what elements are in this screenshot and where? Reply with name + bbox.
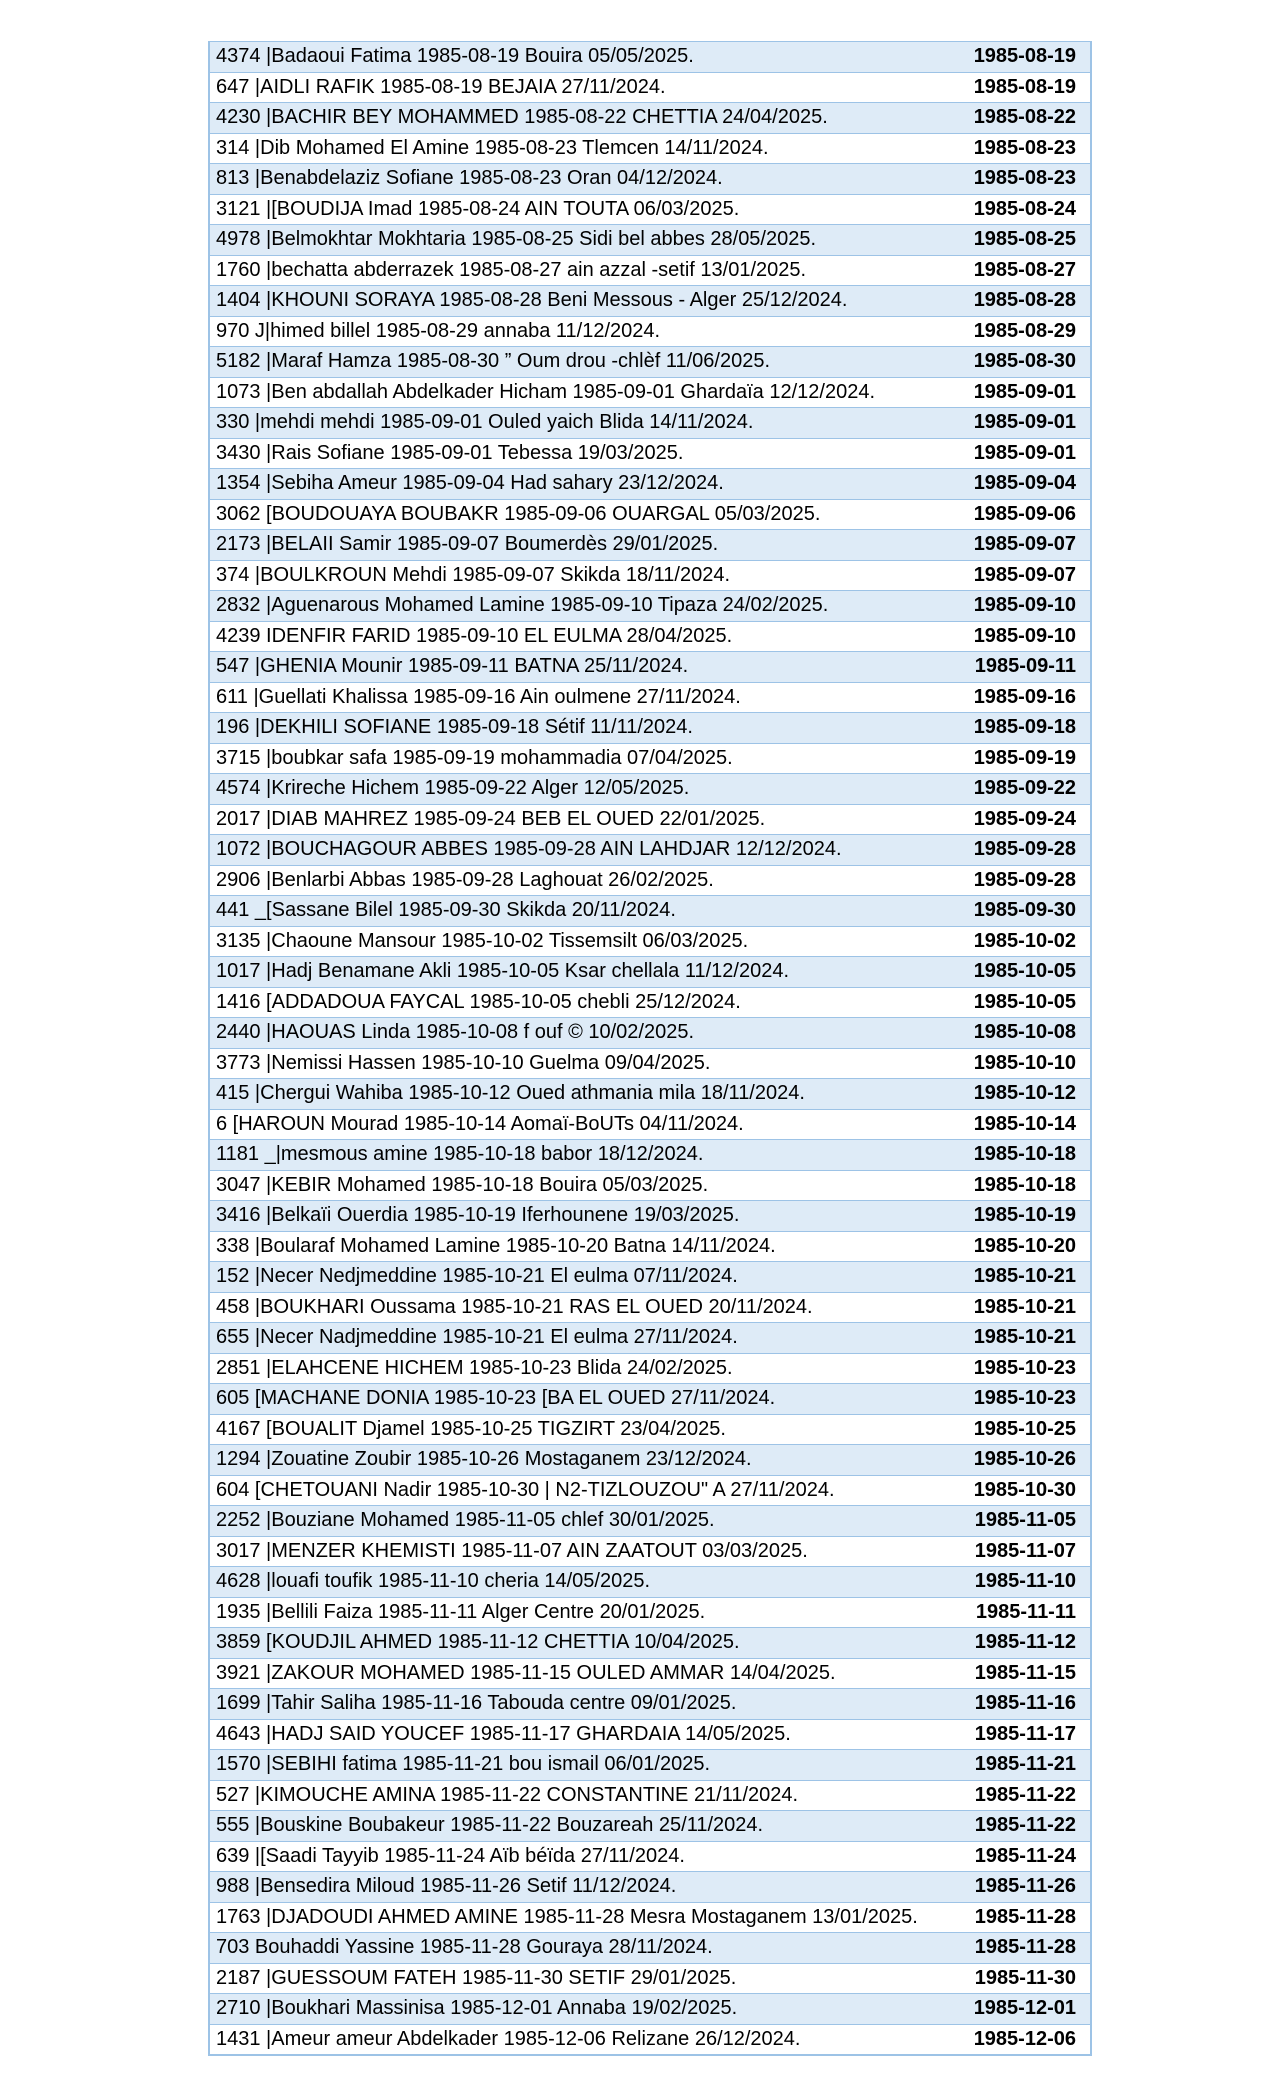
record-date: 1985-10-30 [973,1478,1076,1501]
table-row [210,773,1090,804]
record-entry: 2832 |Aguenarous Mohamed Lamine 1985-09-10 Tipaza 24/02/2025. [216,594,829,616]
record-entry: 1570 |SEBIHI fatima 1985-11-21 bou ismail 06/01/2025. [216,1753,711,1775]
record-entry: 3047 |KEBIR Mohamed 1985-10-18 Bouira 05/03/2025. [216,1173,709,1196]
record-date: 1985-10-21 [973,1326,1076,1348]
record-entry: 1763 |DJADOUDI AHMED AMINE 1985-11-28 Mesra Mostaganem 13/01/2025. [216,1905,918,1928]
record-entry: 152 |Necer Nedjmeddine 1985-10-21 El eulma 07/11/2024. [216,1265,738,1287]
table-row [210,41,1090,72]
record-entry: 1404 |KHOUNI SORAYA 1985-08-28 Beni Messous - Alger 25/12/2024. [216,289,848,311]
record-entry: 2906 |Benlarbi Abbas 1985-09-28 Laghouat 26/02/2025. [216,868,714,891]
record-date: 1985-11-26 [974,1875,1076,1897]
record-entry: 2187 |GUESSOUM FATEH 1985-11-30 SETIF 29/01/2025. [216,1966,737,1989]
records-table [208,41,1092,2056]
table-row [210,1139,1090,1170]
record-entry: 3416 |Belkaïi Ouerdia 1985-10-19 Iferhounene 19/03/2025. [216,1204,740,1226]
table-row [210,438,1090,469]
record-entry: 655 |Necer Nadjmeddine 1985-10-21 El eulma 27/11/2024. [216,1326,738,1348]
record-entry: 813 |Benabdelaziz Sofiane 1985-08-23 Oran 04/12/2024. [216,167,723,189]
table-row [210,346,1090,377]
record-date: 1985-09-04 [973,472,1076,494]
record-entry: 703 Bouhaddi Yassine 1985-11-28 Gouraya 28/11/2024. [216,1936,713,1958]
record-date: 1985-11-28 [974,1936,1076,1958]
table-row [210,1810,1090,1841]
record-date: 1985-09-30 [973,899,1076,921]
table-row [210,2024,1090,2055]
table-row [210,1688,1090,1719]
table-row [210,1505,1090,1536]
record-entry: 2017 |DIAB MAHREZ 1985-09-24 BEB EL OUED 22/01/2025. [216,807,766,830]
record-date: 1985-10-02 [973,929,1076,952]
record-date: 1985-08-25 [973,228,1076,250]
record-entry: 970 J|himed billel 1985-08-29 annaba 11/12/2024. [216,319,661,342]
table-row [210,468,1090,499]
record-entry: 547 |GHENIA Mounir 1985-09-11 BATNA 25/11/2024. [216,655,689,677]
record-date: 1985-11-10 [974,1570,1076,1592]
record-entry: 2710 |Boukhari Massinisa 1985-12-01 Annaba 19/02/2025. [216,1997,738,2019]
record-date: 1985-08-19 [973,45,1076,67]
record-date: 1985-10-05 [973,960,1076,982]
record-date: 1985-08-30 [973,350,1076,372]
table-row [210,1780,1090,1811]
record-date: 1985-12-01 [973,1997,1076,2019]
record-entry: 338 |Boularaf Mohamed Lamine 1985-10-20 Batna 14/11/2024. [216,1234,776,1257]
record-entry: 415 |Chergui Wahiba 1985-10-12 Oued athmania mila 18/11/2024. [216,1082,805,1104]
record-date: 1985-10-12 [973,1082,1076,1104]
record-entry: 3859 [KOUDJIL AHMED 1985-11-12 CHETTIA 10/04/2025. [216,1631,740,1653]
record-date: 1985-11-22 [974,1814,1076,1836]
table-row [210,1749,1090,1780]
table-row [210,621,1090,652]
record-entry: 1181 _|mesmous amine 1985-10-18 babor 18/12/2024. [216,1143,704,1165]
record-entry: 4978 |Belmokhtar Mokhtaria 1985-08-25 Sidi bel abbes 28/05/2025. [216,228,817,250]
table-row [210,1932,1090,1963]
table-row [210,1109,1090,1140]
table-row [210,712,1090,743]
table-row [210,1627,1090,1658]
table-row [210,1841,1090,1872]
record-date: 1985-10-21 [973,1295,1076,1318]
record-entry: 4643 |HADJ SAID YOUCEF 1985-11-17 GHARDAIA 14/05/2025. [216,1722,791,1745]
table-row [210,529,1090,560]
record-date: 1985-08-24 [973,197,1076,220]
record-entry: 3921 |ZAKOUR MOHAMED 1985-11-15 OULED AMMAR 14/04/2025. [216,1661,836,1684]
record-date: 1985-11-16 [974,1692,1076,1714]
record-entry: 647 |AIDLI RAFIK 1985-08-19 BEJAIA 27/11/2024. [216,75,666,98]
table-row [210,194,1090,225]
record-entry: 1073 |Ben abdallah Abdelkader Hicham 1985-09-01 Ghardaïa 12/12/2024. [216,380,876,403]
table-row [210,1353,1090,1384]
record-date: 1985-11-11 [975,1600,1076,1623]
record-entry: 1072 |BOUCHAGOUR ABBES 1985-09-28 AIN LAHDJAR 12/12/2024. [216,838,842,860]
record-date: 1985-11-07 [974,1539,1076,1562]
record-date: 1985-10-23 [973,1356,1076,1379]
record-entry: 527 |KIMOUCHE AMINA 1985-11-22 CONSTANTINE 21/11/2024. [216,1783,799,1806]
record-date: 1985-11-05 [974,1509,1076,1531]
table-row [210,1078,1090,1109]
record-entry: 3135 |Chaoune Mansour 1985-10-02 Tissemsilt 06/03/2025. [216,929,749,952]
record-date: 1985-08-22 [973,106,1076,128]
record-date: 1985-08-29 [973,319,1076,342]
table-row [210,285,1090,316]
table-row [210,1871,1090,1902]
table-row [210,163,1090,194]
record-date: 1985-11-22 [974,1783,1076,1806]
record-entry: 555 |Bouskine Boubakeur 1985-11-22 Bouzareah 25/11/2024. [216,1814,764,1836]
record-date: 1985-11-28 [974,1905,1076,1928]
record-entry: 1431 |Ameur ameur Abdelkader 1985-12-06 Relizane 26/12/2024. [216,2027,801,2050]
table-row [210,1658,1090,1689]
table-row [210,834,1090,865]
table-row [210,1383,1090,1414]
record-date: 1985-12-06 [973,2027,1076,2050]
record-date: 1985-10-05 [973,990,1076,1013]
record-entry: 4239 IDENFIR FARID 1985-09-10 EL EULMA 28/04/2025. [216,624,733,647]
record-entry: 3430 |Rais Sofiane 1985-09-01 Tebessa 19/03/2025. [216,441,684,464]
table-row [210,133,1090,164]
table-row [210,1322,1090,1353]
table-row [210,1261,1090,1292]
record-date: 1985-11-21 [974,1753,1076,1775]
table-row [210,743,1090,774]
record-date: 1985-10-14 [973,1112,1076,1135]
record-entry: 1699 |Tahir Saliha 1985-11-16 Tabouda centre 09/01/2025. [216,1692,737,1714]
record-entry: 1017 |Hadj Benamane Akli 1985-10-05 Ksar chellala 11/12/2024. [216,960,789,982]
record-date: 1985-10-19 [973,1204,1076,1226]
table-row [210,1993,1090,2024]
record-entry: 2851 |ELAHCENE HICHEM 1985-10-23 Blida 24/02/2025. [216,1356,733,1379]
record-date: 1985-10-23 [973,1387,1076,1409]
record-date: 1985-09-01 [973,411,1076,433]
record-date: 1985-10-25 [973,1417,1076,1440]
record-date: 1985-11-15 [974,1661,1076,1684]
record-entry: 4628 |louafi toufik 1985-11-10 cheria 14/05/2025. [216,1570,651,1592]
table-row [210,377,1090,408]
record-entry: 3121 |[BOUDIJA Imad 1985-08-24 AIN TOUTA 06/03/2025. [216,197,740,220]
table-row [210,1170,1090,1201]
table-row [210,651,1090,682]
table-row [210,316,1090,347]
record-date: 1985-09-24 [973,807,1076,830]
table-row [210,1231,1090,1262]
record-entry: 604 [CHETOUANI Nadir 1985-10-30 | N2-TIZLOUZOU" A 27/11/2024. [216,1478,835,1501]
record-entry: 1354 |Sebiha Ameur 1985-09-04 Had sahary 23/12/2024. [216,472,724,494]
record-entry: 4230 |BACHIR BEY MOHAMMED 1985-08-22 CHETTIA 24/04/2025. [216,106,828,128]
record-entry: 1760 |bechatta abderrazek 1985-08-27 ain azzal -setif 13/01/2025. [216,258,807,281]
record-date: 1985-09-01 [973,441,1076,464]
table-row [210,499,1090,530]
table-row [210,1475,1090,1506]
record-date: 1985-09-28 [973,868,1076,891]
table-row [210,1292,1090,1323]
record-date: 1985-10-18 [973,1173,1076,1196]
table-row [210,1444,1090,1475]
record-entry: 2440 |HAOUAS Linda 1985-10-08 f ouf © 10/02/2025. [216,1021,695,1043]
record-entry: 441 _[Sassane Bilel 1985-09-30 Skikda 20/11/2024. [216,899,676,921]
record-entry: 374 |BOULKROUN Mehdi 1985-09-07 Skikda 18/11/2024. [216,563,731,586]
record-entry: 988 |Bensedira Miloud 1985-11-26 Setif 11/12/2024. [216,1875,677,1897]
record-date: 1985-10-18 [973,1143,1076,1165]
table-row [210,1719,1090,1750]
table-row [210,804,1090,835]
record-date: 1985-11-12 [974,1631,1076,1653]
table-row [210,1566,1090,1597]
record-date: 1985-08-23 [973,167,1076,189]
table-row [210,1536,1090,1567]
table-row [210,1048,1090,1079]
table-row [210,1902,1090,1933]
record-date: 1985-11-30 [974,1966,1076,1989]
record-entry: 3715 |boubkar safa 1985-09-19 mohammadia 07/04/2025. [216,746,733,769]
record-date: 1985-09-16 [973,685,1076,708]
record-entry: 3773 |Nemissi Hassen 1985-10-10 Guelma 09/04/2025. [216,1051,711,1074]
table-row [210,102,1090,133]
record-date: 1985-11-17 [974,1722,1076,1745]
record-entry: 458 |BOUKHARI Oussama 1985-10-21 RAS EL OUED 20/11/2024. [216,1295,813,1318]
table-row [210,895,1090,926]
record-date: 1985-10-08 [973,1021,1076,1043]
record-entry: 605 [MACHANE DONIA 1985-10-23 [BA EL OUED 27/11/2024. [216,1387,776,1409]
record-date: 1985-10-21 [973,1265,1076,1287]
record-entry: 2173 |BELAII Samir 1985-09-07 Boumerdès 29/01/2025. [216,533,719,555]
record-date: 1985-09-07 [973,533,1076,555]
record-entry: 6 [HAROUN Mourad 1985-10-14 Aomaï-BoUTs 04/11/2024. [216,1112,744,1135]
record-entry: 5182 |Maraf Hamza 1985-08-30 ” Oum drou -chlèf 11/06/2025. [216,350,771,372]
record-entry: 639 |[Saadi Tayyib 1985-11-24 Aïb béïda 27/11/2024. [216,1844,685,1867]
record-entry: 330 |mehdi mehdi 1985-09-01 Ouled yaich Blida 14/11/2024. [216,411,754,433]
record-date: 1985-09-22 [973,777,1076,799]
record-date: 1985-09-10 [973,594,1076,616]
record-date: 1985-09-19 [973,746,1076,769]
table-row [210,1414,1090,1445]
table-row [210,682,1090,713]
table-row [210,590,1090,621]
record-date: 1985-09-07 [973,563,1076,586]
table-row [210,926,1090,957]
record-entry: 2252 |Bouziane Mohamed 1985-11-05 chlef 30/01/2025. [216,1509,715,1531]
table-row [210,865,1090,896]
record-entry: 314 |Dib Mohamed El Amine 1985-08-23 Tlemcen 14/11/2024. [216,136,769,159]
record-date: 1985-10-20 [973,1234,1076,1257]
record-date: 1985-11-24 [974,1844,1076,1867]
table-row [210,255,1090,286]
record-date: 1985-09-18 [973,716,1076,738]
record-date: 1985-08-27 [973,258,1076,281]
record-date: 1985-09-01 [973,380,1076,403]
record-entry: 4374 |Badaoui Fatima 1985-08-19 Bouira 05/05/2025. [216,45,694,67]
record-entry: 1935 |Bellili Faiza 1985-11-11 Alger Centre 20/01/2025. [216,1600,706,1623]
record-date: 1985-10-10 [973,1051,1076,1074]
record-date: 1985-08-23 [973,136,1076,159]
record-date: 1985-08-28 [973,289,1076,311]
table-row [210,1017,1090,1048]
record-date: 1985-08-19 [973,75,1076,98]
record-entry: 1294 |Zouatine Zoubir 1985-10-26 Mostaganem 23/12/2024. [216,1448,752,1470]
record-date: 1985-10-26 [973,1448,1076,1470]
record-entry: 3062 [BOUDOUAYA BOUBAKR 1985-09-06 OUARGAL 05/03/2025. [216,502,821,525]
record-date: 1985-09-06 [973,502,1076,525]
table-row [210,1963,1090,1994]
table-row [210,224,1090,255]
table-row [210,987,1090,1018]
table-row [210,560,1090,591]
table-row [210,407,1090,438]
table-row [210,956,1090,987]
record-date: 1985-09-11 [974,655,1076,677]
table-row [210,1597,1090,1628]
table-row [210,72,1090,103]
record-entry: 1416 [ADDADOUA FAYCAL 1985-10-05 chebli 25/12/2024. [216,990,741,1013]
table-row [210,1200,1090,1231]
record-date: 1985-09-10 [973,624,1076,647]
record-entry: 4574 |Krireche Hichem 1985-09-22 Alger 12/05/2025. [216,777,690,799]
record-entry: 196 |DEKHILI SOFIANE 1985-09-18 Sétif 11/11/2024. [216,716,693,738]
record-entry: 4167 [BOUALIT Djamel 1985-10-25 TIGZIRT 23/04/2025. [216,1417,726,1440]
record-entry: 3017 |MENZER KHEMISTI 1985-11-07 AIN ZAATOUT 03/03/2025. [216,1539,808,1562]
record-entry: 611 |Guellati Khalissa 1985-09-16 Ain oulmene 27/11/2024. [216,685,741,708]
record-date: 1985-09-28 [973,838,1076,860]
